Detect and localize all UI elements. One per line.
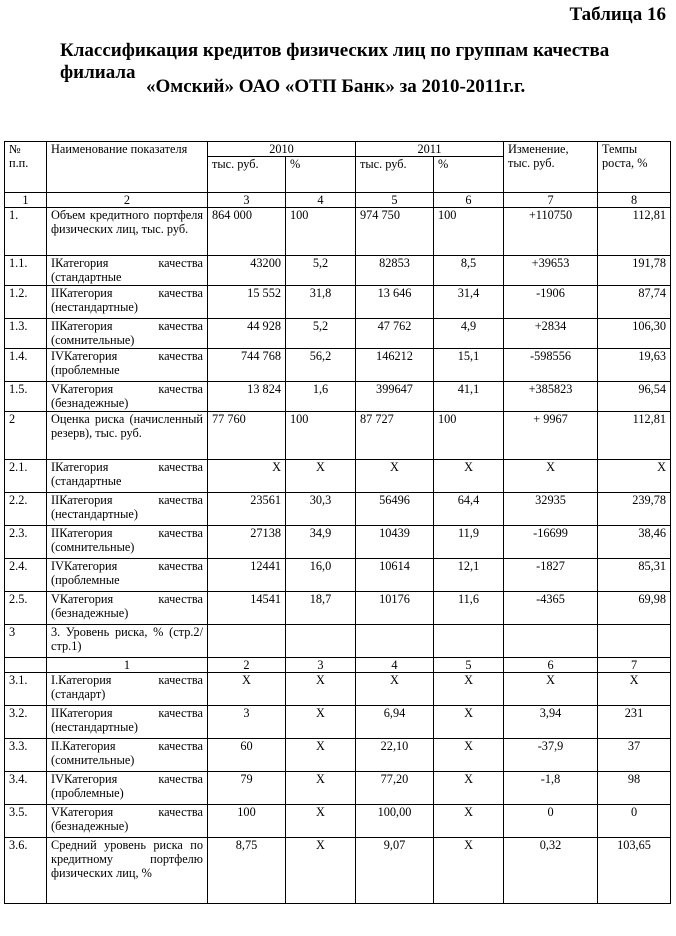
value-2010-pct: 56,2 <box>286 349 356 382</box>
value-change: 3,94 <box>504 706 598 739</box>
column-number: 4 <box>356 658 434 673</box>
row-name: II.Категория качества (сомнительные) <box>47 739 208 772</box>
value-rate: X <box>598 673 671 706</box>
value-2011-thous: 77,20 <box>356 772 434 805</box>
value-change: + 9967 <box>504 412 598 460</box>
value-2010-pct: X <box>286 838 356 904</box>
column-number: 2 <box>47 193 208 208</box>
row-number: 1.1. <box>5 256 47 286</box>
value-2010-pct: X <box>286 739 356 772</box>
value-change: +110750 <box>504 208 598 256</box>
row-name: IКатегория качества (стандартные <box>47 460 208 493</box>
value-rate: 112,81 <box>598 208 671 256</box>
value-2011-thous: 399647 <box>356 382 434 412</box>
value-2010-pct: X <box>286 706 356 739</box>
value-rate: 106,30 <box>598 319 671 349</box>
value-2011-pct: X <box>434 460 504 493</box>
value-2010-thous: 14541 <box>208 592 286 625</box>
value-2010-thous: 23561 <box>208 493 286 526</box>
value-rate: 69,98 <box>598 592 671 625</box>
value-2010-thous: 27138 <box>208 526 286 559</box>
value-2010-pct: 1,6 <box>286 382 356 412</box>
value-change: 0 <box>504 805 598 838</box>
value-2011-pct: X <box>434 673 504 706</box>
value-2011-pct: 100 <box>434 412 504 460</box>
value-2010-pct: X <box>286 673 356 706</box>
row-number: 3.2. <box>5 706 47 739</box>
row-name: IVКатегория качества (проблемные) <box>47 772 208 805</box>
value-2010-pct <box>286 625 356 658</box>
value-2011-thous: 10176 <box>356 592 434 625</box>
column-number: 7 <box>504 193 598 208</box>
row-number: 3.5. <box>5 805 47 838</box>
value-2011-thous: 22,10 <box>356 739 434 772</box>
header-row-1 <box>5 142 671 157</box>
value-rate: 191,78 <box>598 256 671 286</box>
value-2010-thous <box>208 625 286 658</box>
row-name: IКатегория качества (стандартные <box>47 256 208 286</box>
row-number: 1.5. <box>5 382 47 412</box>
value-change: -16699 <box>504 526 598 559</box>
value-2010-pct: 5,2 <box>286 319 356 349</box>
header-num: № п.п. <box>5 142 47 193</box>
value-2010-pct: 34,9 <box>286 526 356 559</box>
row-name: Объем кредитного портфеля физических лиц, тыс. руб. <box>47 208 208 256</box>
table-row <box>5 739 671 772</box>
table-row <box>5 838 671 904</box>
value-2011-thous: 56496 <box>356 493 434 526</box>
value-2010-pct: 100 <box>286 412 356 460</box>
row-name: VКатегория качества (безнадежные) <box>47 805 208 838</box>
table-row <box>5 706 671 739</box>
table-row <box>5 673 671 706</box>
value-change <box>504 625 598 658</box>
value-change: -37,9 <box>504 739 598 772</box>
value-2011-thous: 9,07 <box>356 838 434 904</box>
value-2011-pct: 4,9 <box>434 319 504 349</box>
value-rate: 87,74 <box>598 286 671 319</box>
value-2010-thous: 744 768 <box>208 349 286 382</box>
value-2011-thous: 10439 <box>356 526 434 559</box>
value-2011-pct: 100 <box>434 208 504 256</box>
value-2010-thous: 100 <box>208 805 286 838</box>
value-2011-thous: 10614 <box>356 559 434 592</box>
table-row <box>5 772 671 805</box>
row-number: 1.3. <box>5 319 47 349</box>
value-2011-thous <box>356 625 434 658</box>
value-2010-thous: 60 <box>208 739 286 772</box>
value-2010-thous: 44 928 <box>208 319 286 349</box>
column-number: 5 <box>356 193 434 208</box>
table-row <box>5 493 671 526</box>
column-number: 7 <box>598 658 671 673</box>
value-rate: 103,65 <box>598 838 671 904</box>
value-2011-pct: 11,9 <box>434 526 504 559</box>
table-row <box>5 805 671 838</box>
table-row <box>5 592 671 625</box>
row-number: 3.3. <box>5 739 47 772</box>
row-name: 3. Уровень риска, % (стр.2/стр.1) <box>47 625 208 658</box>
header-rate: Темпы роста, % <box>598 142 671 193</box>
row-name: Средний уровень риска по кредитному портфелю физических лиц, % <box>47 838 208 904</box>
header-year-2010: 2010 <box>208 142 356 157</box>
row-number: 3 <box>5 625 47 658</box>
value-rate: 239,78 <box>598 493 671 526</box>
value-rate <box>598 625 671 658</box>
column-number: 3 <box>286 658 356 673</box>
value-rate: 37 <box>598 739 671 772</box>
row-number: 2.1. <box>5 460 47 493</box>
table-row <box>5 382 671 412</box>
value-rate: 85,31 <box>598 559 671 592</box>
value-2010-pct: X <box>286 805 356 838</box>
row-number: 1.4. <box>5 349 47 382</box>
value-2010-pct: 31,8 <box>286 286 356 319</box>
value-2011-pct: X <box>434 772 504 805</box>
value-2011-pct: X <box>434 706 504 739</box>
value-2010-pct: 30,3 <box>286 493 356 526</box>
row-name: IVКатегория качества (проблемные <box>47 559 208 592</box>
row-number: 3.6. <box>5 838 47 904</box>
column-number: 5 <box>434 658 504 673</box>
value-rate: X <box>598 460 671 493</box>
column-number: 1 <box>5 193 47 208</box>
column-number-blank <box>5 658 47 673</box>
value-change: X <box>504 460 598 493</box>
row-name: IIКатегория качества (нестандартные) <box>47 493 208 526</box>
value-2010-thous: 43200 <box>208 256 286 286</box>
value-2011-thous: X <box>356 673 434 706</box>
value-2011-thous: 146212 <box>356 349 434 382</box>
row-name: IIКатегория качества (нестандартные) <box>47 286 208 319</box>
value-change: -1,8 <box>504 772 598 805</box>
value-2011-pct: 31,4 <box>434 286 504 319</box>
value-2010-pct: 100 <box>286 208 356 256</box>
row-name: IIКатегория качества (нестандартные) <box>47 706 208 739</box>
column-number: 3 <box>208 193 286 208</box>
value-change: -598556 <box>504 349 598 382</box>
table-title-line1: Классификация кредитов физических лиц по группам качества филиала <box>60 40 610 83</box>
value-2011-pct: X <box>434 739 504 772</box>
credit-classification-table <box>4 141 671 904</box>
table-row <box>5 319 671 349</box>
table-title-line2: «Омский» ОАО «ОТП Банк» за 2010-2011г.г. <box>146 76 526 97</box>
column-number: 4 <box>286 193 356 208</box>
value-2011-pct: X <box>434 805 504 838</box>
header-2011-thous: тыс. руб. <box>356 157 434 193</box>
value-2010-thous: 3 <box>208 706 286 739</box>
value-2010-thous: X <box>208 673 286 706</box>
value-2011-pct: 64,4 <box>434 493 504 526</box>
value-2011-thous: 87 727 <box>356 412 434 460</box>
row-name: IVКатегория качества (проблемные <box>47 349 208 382</box>
row-number: 2.3. <box>5 526 47 559</box>
value-change: +2834 <box>504 319 598 349</box>
value-2011-thous: 47 762 <box>356 319 434 349</box>
header-2010-pct: % <box>286 157 356 193</box>
row-name: Оценка риска (начисленный резерв), тыс. руб. <box>47 412 208 460</box>
value-2010-pct: 16,0 <box>286 559 356 592</box>
table-row <box>5 412 671 460</box>
value-2010-thous: X <box>208 460 286 493</box>
column-number-row <box>5 193 671 208</box>
row-number: 2.2. <box>5 493 47 526</box>
row-name: VКатегория качества (безнадежные) <box>47 592 208 625</box>
value-rate: 98 <box>598 772 671 805</box>
table-row <box>5 349 671 382</box>
value-2011-pct: 15,1 <box>434 349 504 382</box>
value-2010-thous: 864 000 <box>208 208 286 256</box>
header-change: Изменение, тыс. руб. <box>504 142 598 193</box>
value-change: 0,32 <box>504 838 598 904</box>
value-change: +39653 <box>504 256 598 286</box>
value-rate: 96,54 <box>598 382 671 412</box>
table-row <box>5 559 671 592</box>
value-2011-thous: 13 646 <box>356 286 434 319</box>
table-row <box>5 286 671 319</box>
header-year-2011: 2011 <box>356 142 504 157</box>
value-change: -1906 <box>504 286 598 319</box>
value-2010-pct: X <box>286 460 356 493</box>
value-2010-thous: 15 552 <box>208 286 286 319</box>
value-change: -4365 <box>504 592 598 625</box>
row-number: 2 <box>5 412 47 460</box>
value-rate: 19,63 <box>598 349 671 382</box>
value-2010-pct: X <box>286 772 356 805</box>
table-label: Таблица 16 <box>569 4 666 25</box>
value-rate: 112,81 <box>598 412 671 460</box>
row-name: I.Категория качества (стандарт) <box>47 673 208 706</box>
value-rate: 0 <box>598 805 671 838</box>
value-2010-thous: 12441 <box>208 559 286 592</box>
value-change: 32935 <box>504 493 598 526</box>
table-row <box>5 625 671 658</box>
header-2011-pct: % <box>434 157 504 193</box>
value-2011-pct: 12,1 <box>434 559 504 592</box>
value-2011-thous: 974 750 <box>356 208 434 256</box>
row-number: 1. <box>5 208 47 256</box>
table-row <box>5 256 671 286</box>
row-name: IIКатегория качества (сомнительные) <box>47 526 208 559</box>
header-2010-thous: тыс. руб. <box>208 157 286 193</box>
column-number: 2 <box>208 658 286 673</box>
row-number: 3.1. <box>5 673 47 706</box>
value-change: +385823 <box>504 382 598 412</box>
value-2011-pct: 11,6 <box>434 592 504 625</box>
table-row <box>5 208 671 256</box>
value-2010-pct: 18,7 <box>286 592 356 625</box>
column-number: 6 <box>434 193 504 208</box>
table-row <box>5 526 671 559</box>
value-2011-pct: X <box>434 838 504 904</box>
value-2011-thous: 100,00 <box>356 805 434 838</box>
row-number: 2.5. <box>5 592 47 625</box>
header-name: Наименование показателя <box>47 142 208 193</box>
value-2010-pct: 5,2 <box>286 256 356 286</box>
value-2011-thous: 82853 <box>356 256 434 286</box>
value-2010-thous: 77 760 <box>208 412 286 460</box>
column-number-row-2 <box>5 658 671 673</box>
row-number: 1.2. <box>5 286 47 319</box>
row-name: VКатегория качества (безнадежные) <box>47 382 208 412</box>
value-2010-thous: 13 824 <box>208 382 286 412</box>
value-rate: 231 <box>598 706 671 739</box>
row-number: 3.4. <box>5 772 47 805</box>
value-change: -1827 <box>504 559 598 592</box>
value-2011-thous: X <box>356 460 434 493</box>
value-2011-pct: 41,1 <box>434 382 504 412</box>
table-row <box>5 460 671 493</box>
column-number: 1 <box>47 658 208 673</box>
row-number: 2.4. <box>5 559 47 592</box>
value-2010-thous: 8,75 <box>208 838 286 904</box>
value-change: X <box>504 673 598 706</box>
value-rate: 38,46 <box>598 526 671 559</box>
value-2011-pct <box>434 625 504 658</box>
column-number: 8 <box>598 193 671 208</box>
value-2011-thous: 6,94 <box>356 706 434 739</box>
value-2010-thous: 79 <box>208 772 286 805</box>
row-name: IIКатегория качества (сомнительные) <box>47 319 208 349</box>
value-2011-pct: 8,5 <box>434 256 504 286</box>
column-number: 6 <box>504 658 598 673</box>
